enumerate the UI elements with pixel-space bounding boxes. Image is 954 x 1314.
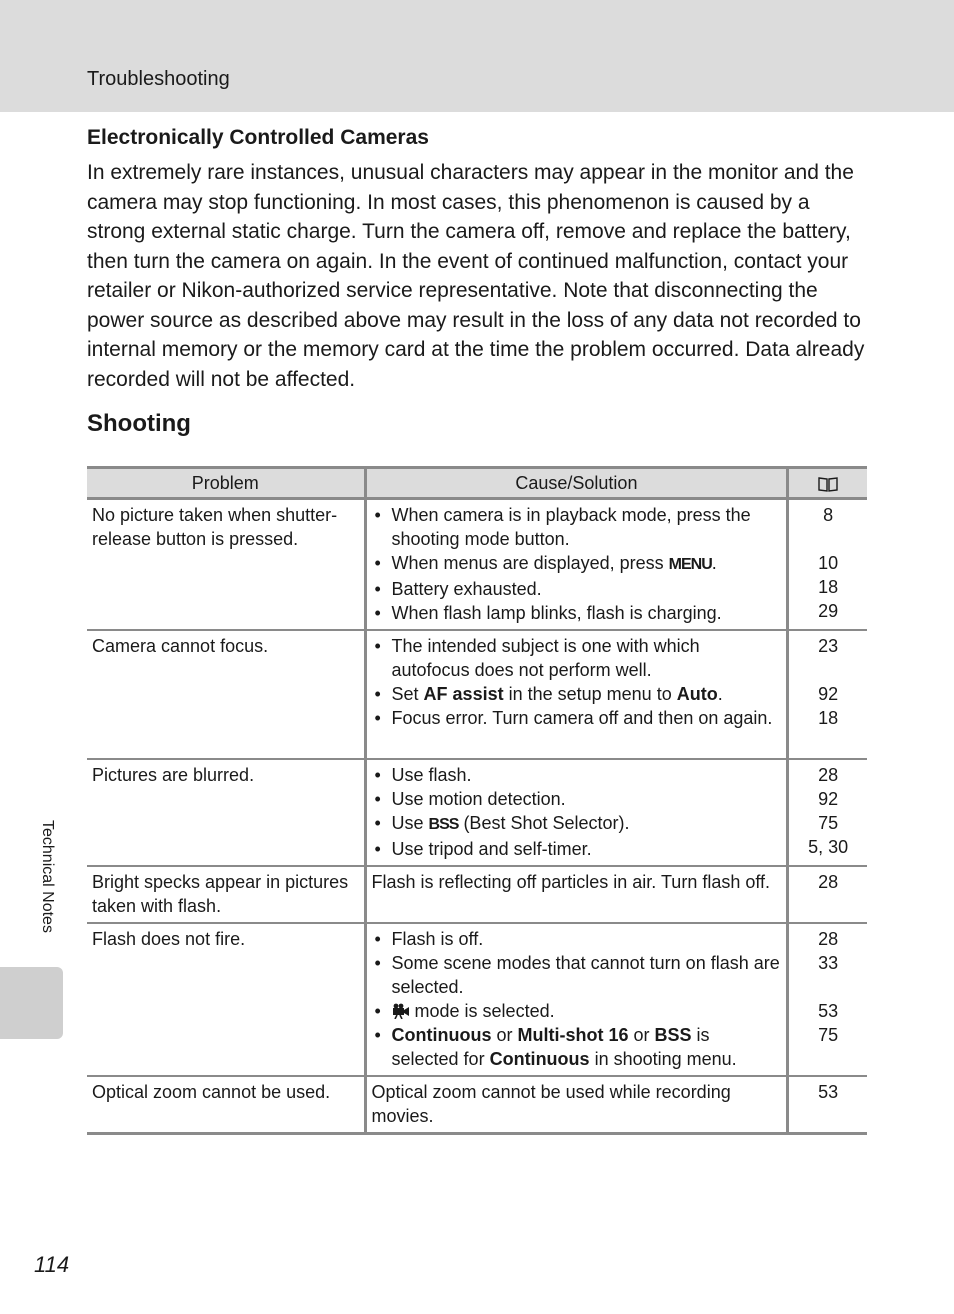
header-problem: Problem — [87, 468, 365, 499]
table-row — [87, 630, 867, 759]
movie-mode-icon — [392, 1003, 410, 1019]
list-item: • Use tripod and self-timer. — [372, 837, 782, 861]
cause-cell — [365, 759, 788, 866]
header-title: Troubleshooting — [87, 68, 230, 90]
page-cell: 23 92 18 — [788, 630, 867, 759]
bss-glyph: BSS — [428, 816, 459, 833]
cause-cell — [365, 499, 788, 631]
table-row — [87, 1076, 867, 1134]
list-item: • Flash is off. — [372, 927, 782, 951]
page-cell: 53 — [788, 1076, 867, 1134]
header-cause: Cause/Solution — [365, 468, 788, 499]
list-item: • Some scene modes that cannot turn on flash are selected. — [372, 951, 782, 999]
table-header-row — [87, 468, 867, 499]
problem-cell: Flash does not fire. — [87, 923, 365, 1076]
list-item: • When flash lamp blinks, flash is charging. — [372, 601, 782, 625]
cause-cell — [365, 923, 788, 1076]
cause-cell: Optical zoom cannot be used while recording movies. — [365, 1076, 788, 1134]
header-page — [788, 468, 867, 499]
troubleshooting-table — [87, 466, 867, 1135]
cause-cell — [365, 630, 788, 759]
problem-cell: Camera cannot focus. — [87, 630, 365, 759]
section-title-electronic: Electronically Controlled Cameras — [87, 126, 429, 149]
table-row — [87, 499, 867, 631]
list-item: • The intended subject is one with which autofocus does not perform well. — [372, 634, 782, 682]
list-item: • Use BSS (Best Shot Selector). — [372, 811, 782, 837]
page-cell: 28 33 53 75 — [788, 923, 867, 1076]
list-item: • Battery exhausted. — [372, 577, 782, 601]
menu-button-glyph: MENU — [668, 556, 712, 573]
table-row — [87, 759, 867, 866]
intro-paragraph: In extremely rare instances, unusual characters may appear in the monitor and the camera may stop functioning. In most cases, this phenomenon is caused by a strong external static charge. Turn the camera off, remove and replace the battery, then turn the camera on again. In the event of continued malfunction, contact your retailer or Nikon-authorized service representative. Note that disconnecting the power source as described above may result in the loss of any data not recorded to internal memory or the memory card at the time the problem occurred. Data already recorded will not be affected. — [87, 161, 865, 391]
problem-cell: Pictures are blurred. — [87, 759, 365, 866]
problem-cell: Bright specks appear in pictures taken with flash. — [87, 866, 365, 923]
side-tab — [0, 967, 63, 1039]
list-item: • When camera is in playback mode, press the shooting mode button. — [372, 503, 782, 551]
list-item: • When menus are displayed, press MENU. — [372, 551, 782, 577]
list-item: • Continuous or Multi-shot 16 or BSS is selected for Continuous in shooting menu. — [372, 1023, 782, 1071]
problem-cell: Optical zoom cannot be used. — [87, 1076, 365, 1134]
list-item: • Set AF assist in the setup menu to Auto. — [372, 682, 782, 706]
list-item: • Use flash. — [372, 763, 782, 787]
book-icon — [818, 476, 838, 492]
page-cell: 28 92 75 5, 30 — [788, 759, 867, 866]
list-item: • mode is selected. — [372, 999, 782, 1023]
header-band — [0, 0, 954, 112]
table-row — [87, 923, 867, 1076]
problem-cell: No picture taken when shutter-release button is pressed. — [87, 499, 365, 631]
cause-cell: Flash is reflecting off particles in air. Turn flash off. — [365, 866, 788, 923]
table-row — [87, 866, 867, 923]
page-cell: 28 — [788, 866, 867, 923]
list-item: • Use motion detection. — [372, 787, 782, 811]
list-item: • Focus error. Turn camera off and then on again. — [372, 706, 782, 730]
page-cell: 8 10 18 29 — [788, 499, 867, 631]
side-section-label: Technical Notes — [39, 820, 56, 933]
page-number: 114 — [34, 1252, 70, 1277]
section-title-shooting: Shooting — [87, 410, 191, 437]
